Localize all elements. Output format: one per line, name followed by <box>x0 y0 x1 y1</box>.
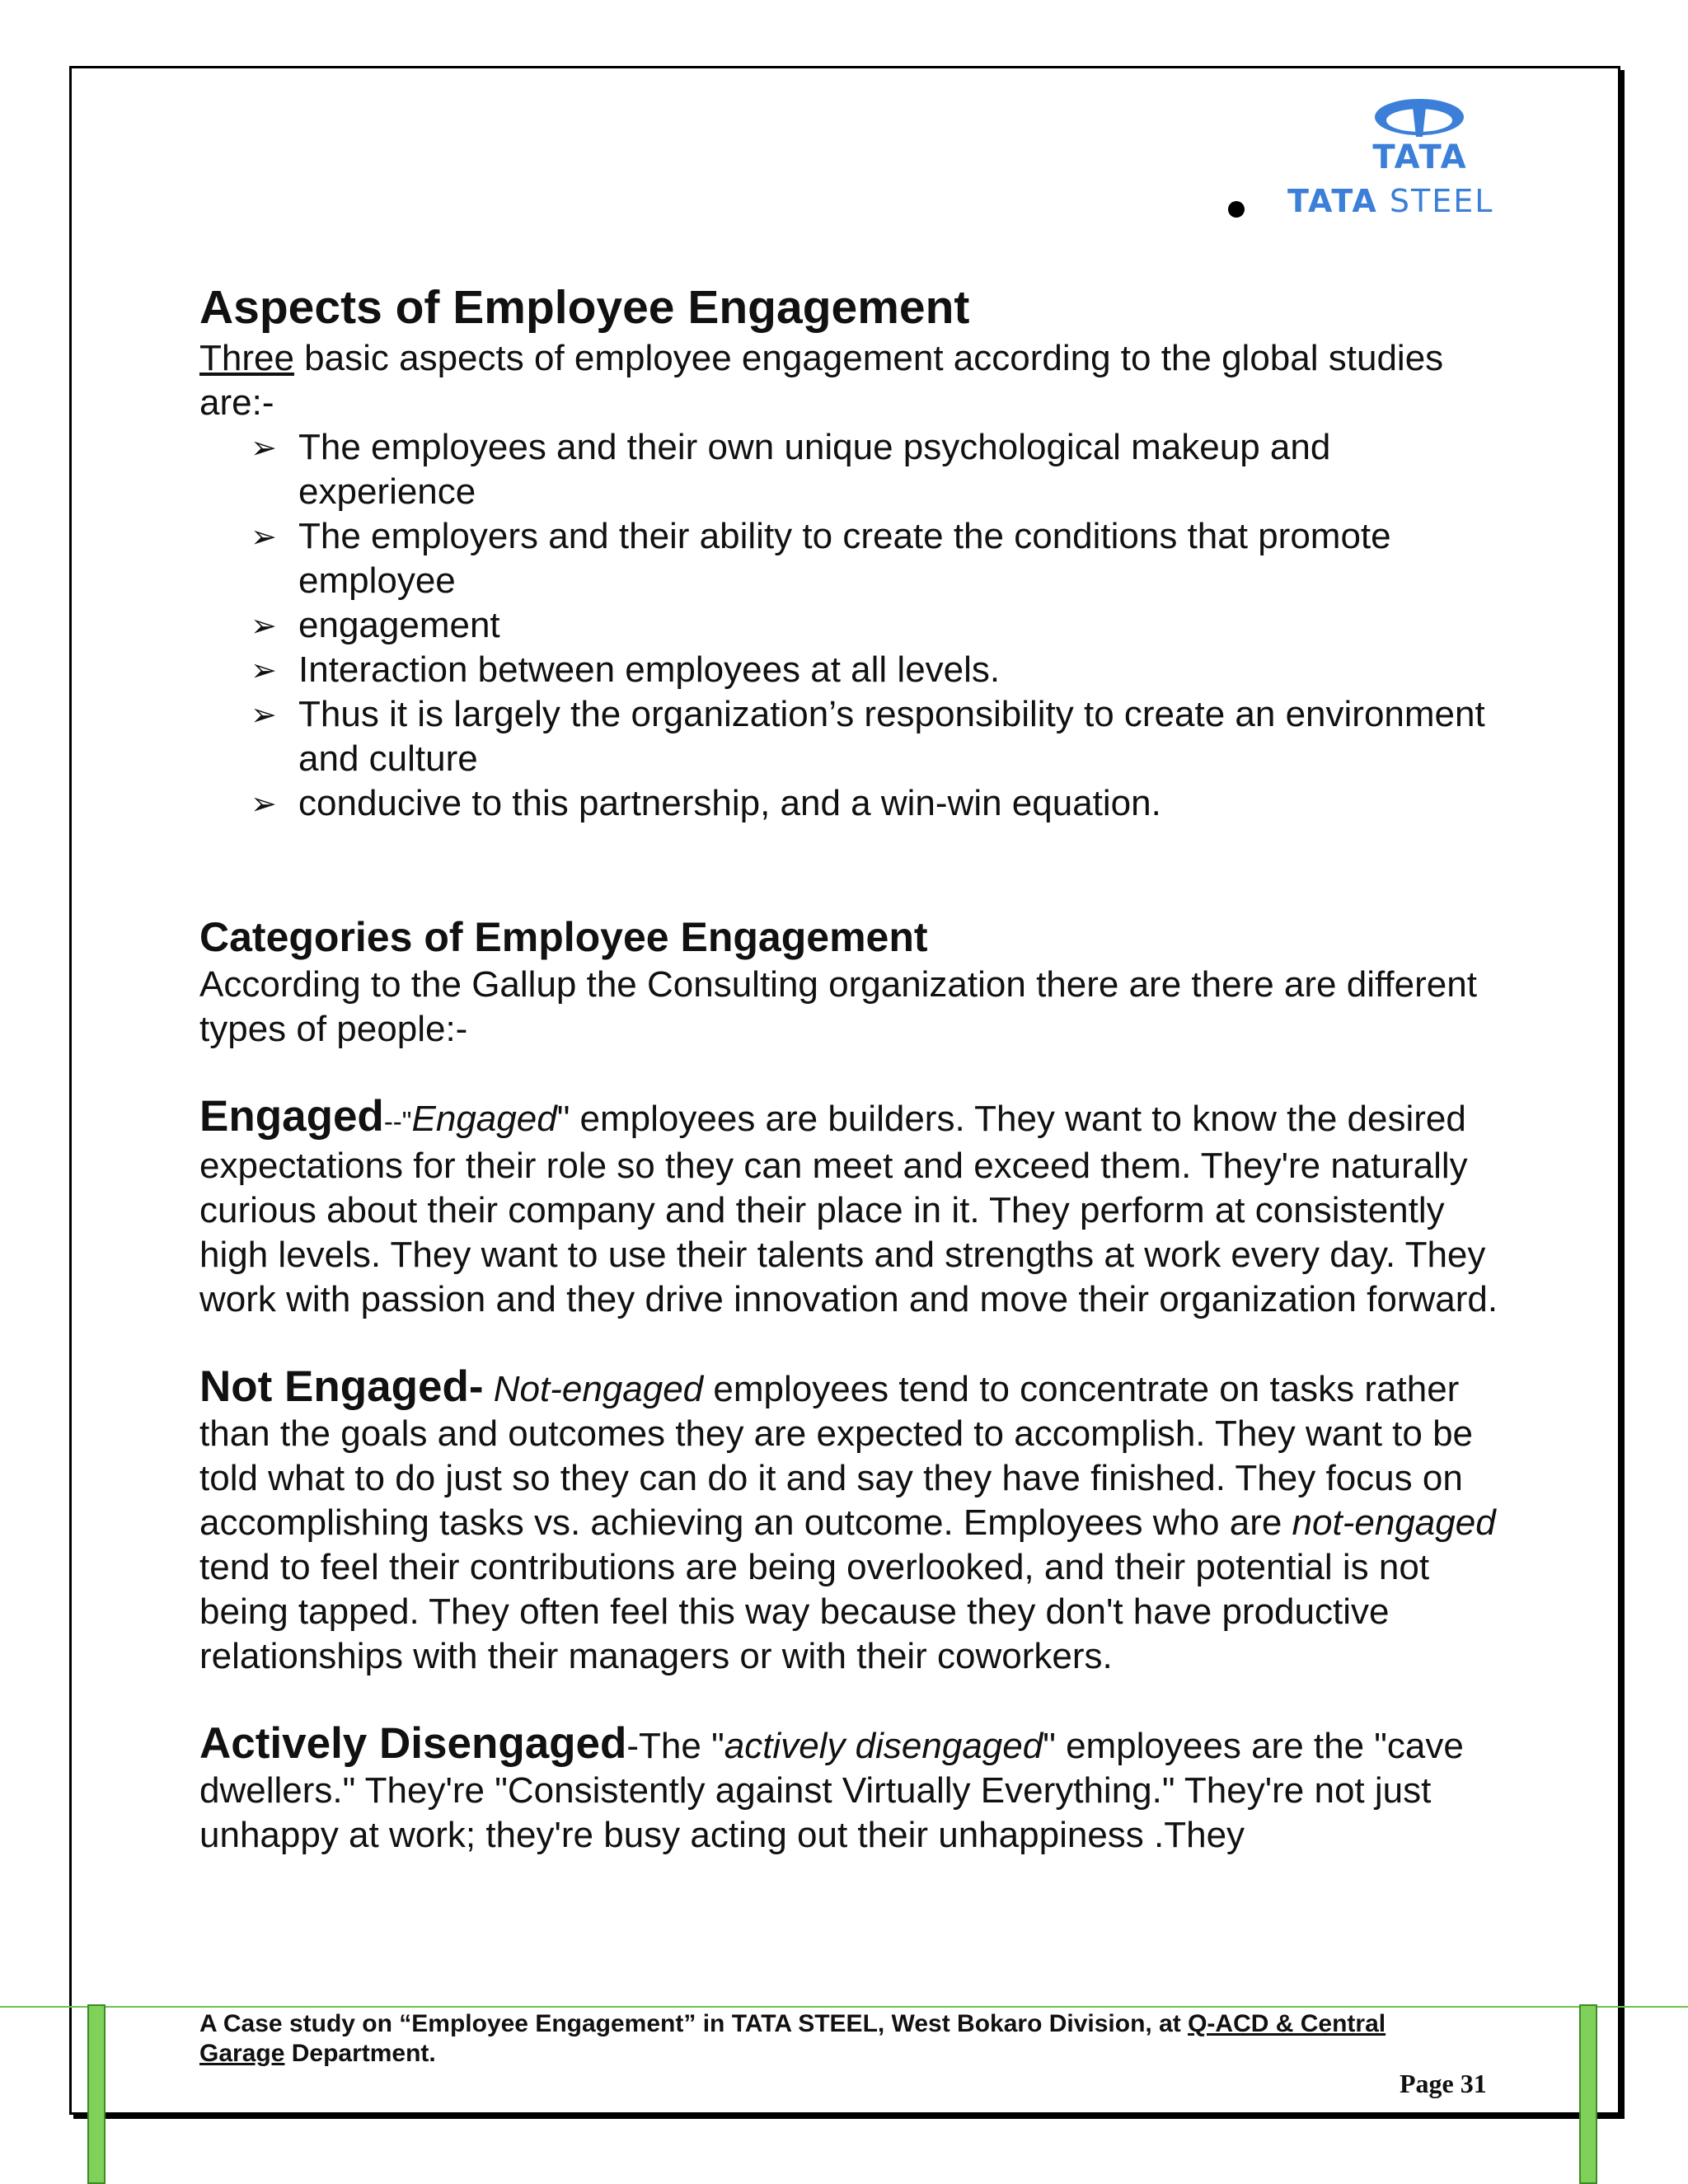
not-engaged-paragraph <box>199 1362 1502 1679</box>
aspects-intro-text: basic aspects of employee engagement according to the global studies are:- <box>199 338 1444 423</box>
spacer <box>199 1322 1502 1365</box>
actively-disengaged-text-2: " employees are the "cave dwellers." They're "Consistently against Virtually Everything." They're not just unhappy at work; they're busy acting out their unhappiness .They <box>199 1726 1464 1855</box>
section-title-aspects: Aspects of Employee Engagement <box>199 281 970 334</box>
tata-steel-logo <box>1276 89 1564 221</box>
not-engaged-italic-2: not-engaged <box>1292 1502 1496 1543</box>
engaged-dash: --" <box>383 1106 412 1137</box>
aspects-list <box>199 425 1502 826</box>
list-item-text: Thus it is largely the organization’s responsibility to create an environment and culture <box>298 694 1485 779</box>
footer-divider <box>0 2006 1688 2008</box>
arrow-bullet-icon: ➢ <box>251 518 277 555</box>
footer-text-2: Department. <box>284 2040 436 2067</box>
logo-tata-text: TATA <box>1372 138 1468 176</box>
spacer <box>199 826 1502 912</box>
list-item-text: The employees and their own unique psychological makeup and experience <box>298 427 1331 512</box>
spacer <box>199 1052 1502 1094</box>
list-item <box>251 425 1502 514</box>
list-item <box>251 603 1502 648</box>
list-item <box>251 514 1502 603</box>
not-engaged-italic-1: Not-engaged <box>493 1369 704 1409</box>
page-number: Page 31 <box>1400 2069 1487 2098</box>
arrow-bullet-icon: ➢ <box>251 607 277 644</box>
spacer <box>199 1679 1502 1722</box>
engaged-heading: Engaged <box>199 1092 384 1141</box>
engaged-italic: Engaged <box>411 1099 557 1139</box>
footer-underlined: Q-ACD & Central Garage <box>199 2010 1386 2067</box>
arrow-bullet-icon: ➢ <box>251 785 277 822</box>
logo-tata-bold: TATA <box>1287 183 1378 219</box>
list-item <box>251 692 1502 781</box>
footer-text-1: A Case study on “Employee Engagement” in TATA STEEL, West Bokaro Division, at <box>199 2010 1189 2037</box>
arrow-bullet-icon: ➢ <box>251 696 277 733</box>
list-item-text: The employers and their ability to create the conditions that promote employee <box>298 516 1391 601</box>
engaged-text: " employees are builders. They want to know the desired expectations for their role so they can meet and exceed them. They're naturally curious about their company and their place in it. They perform at consistently high levels. They want to use their talents and strengths at work every day. They work with passion and they drive innovation and move their organization forward. <box>199 1099 1498 1319</box>
arrow-bullet-icon: ➢ <box>251 429 277 466</box>
not-engaged-heading: Not Engaged- <box>199 1362 484 1411</box>
actively-disengaged-heading: Actively Disengaged <box>199 1719 627 1768</box>
footer-right-bar <box>1579 2004 1597 2184</box>
bullet-dot <box>1228 201 1245 218</box>
logo-steel: STEEL <box>1377 183 1494 219</box>
arrow-bullet-icon: ➢ <box>251 652 277 688</box>
aspects-intro <box>199 336 1502 425</box>
tata-symbol-icon <box>1370 96 1469 145</box>
engaged-paragraph <box>199 1094 1502 1322</box>
aspects-intro-underlined: Three <box>199 338 294 378</box>
section-title-categories: Categories of Employee Engagement <box>199 914 928 960</box>
list-item-text: engagement <box>298 605 500 645</box>
categories-intro: According to the Gallup the Consulting organization there are there are different types of people:- <box>199 964 1477 1049</box>
not-engaged-text-1: employees tend to concentrate on tasks rather than the goals and outcomes they are expected to accomplish. They want to be told what to do just so they can do it and say they have finished. They focus on accomplishing tasks vs. achieving an outcome. Employees who are <box>199 1369 1474 1543</box>
list-item <box>251 648 1502 692</box>
actively-disengaged-italic: actively disengaged <box>724 1726 1043 1766</box>
logo-tata-steel-text <box>1287 183 1493 219</box>
actively-disengaged-text-1: -The " <box>626 1726 724 1766</box>
list-item-text: Interaction between employees at all levels. <box>298 649 1001 690</box>
list-item-text: conducive to this partnership, and a win-win equation. <box>298 783 1161 823</box>
list-item <box>251 781 1502 826</box>
footer-left-bar <box>87 2004 106 2184</box>
actively-disengaged-paragraph <box>199 1719 1502 1858</box>
page-content <box>199 279 1502 1858</box>
not-engaged-text-2: tend to feel their contributions are being overlooked, and their potential is not being tapped. They often feel this way because they don't have productive relationships with their managers or with their coworkers. <box>199 1547 1430 1676</box>
footer-caption <box>199 2009 1436 2069</box>
